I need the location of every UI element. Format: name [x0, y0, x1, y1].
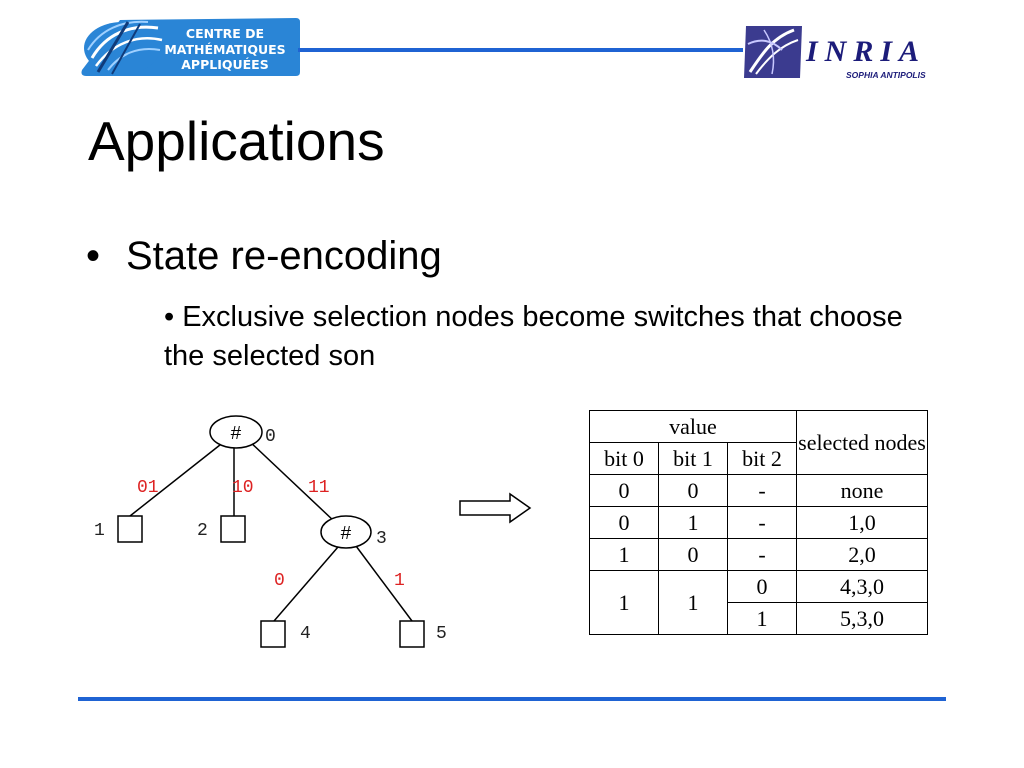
table-cell: 1	[728, 603, 797, 635]
table-row	[590, 475, 928, 507]
table-cell: 1,0	[797, 507, 928, 539]
table-row	[590, 571, 928, 603]
value-header: value	[590, 411, 797, 443]
leaf-node-5	[400, 621, 424, 647]
table-cell: -	[728, 539, 797, 571]
inria-subtitle: SOPHIA ANTIPOLIS	[846, 70, 926, 80]
bit-header: bit 1	[659, 443, 728, 475]
sub-bullet-text: • Exclusive selection nodes become switches that choose the selected son	[164, 301, 903, 372]
table-cell: 0	[590, 475, 659, 507]
edge-label-root-inner: 11	[308, 478, 330, 498]
root-node-symbol: #	[230, 423, 242, 445]
leaf-node-2	[221, 516, 245, 542]
edge-label-root-leaf2: 10	[232, 478, 254, 498]
table-cell: 1	[659, 571, 728, 635]
header-divider	[298, 48, 743, 52]
table-cell: 1	[590, 571, 659, 635]
cma-logo-line: CENTRE DE	[185, 26, 265, 41]
inria-name: INRIA	[806, 35, 927, 68]
table-cell: -	[728, 475, 797, 507]
leaf-node-5-number: 5	[436, 624, 447, 644]
inner-node-symbol: #	[340, 523, 352, 545]
table-cell: 1	[590, 539, 659, 571]
table-row	[590, 539, 928, 571]
leaf-node-2-number: 2	[197, 521, 208, 541]
inria-emblem-icon	[742, 24, 804, 80]
leaf-node-4	[261, 621, 285, 647]
leaf-node-1	[118, 516, 142, 542]
table-cell: 1	[659, 507, 728, 539]
root-node-number: 0	[265, 427, 276, 447]
bit-header: bit 2	[728, 443, 797, 475]
cma-logo-line: MATHÉMATIQUES	[164, 41, 286, 57]
bullet-text: State re-encoding	[126, 234, 442, 278]
footer-divider	[78, 697, 946, 701]
edge-label-root-leaf1: 01	[137, 478, 159, 498]
table-cell: none	[797, 475, 928, 507]
cma-logo-text	[150, 26, 300, 73]
table-cell: 0	[659, 475, 728, 507]
inner-node-number: 3	[376, 529, 387, 549]
table-cell: 2,0	[797, 539, 928, 571]
bullet-dot: •	[86, 234, 101, 278]
cma-logo-line: APPLIQUÉES	[181, 57, 269, 72]
edge-label-inner-leaf4: 0	[274, 571, 285, 591]
table-header-row	[590, 411, 928, 443]
selection-tree-diagram	[80, 408, 480, 658]
table-cell: 4,3,0	[797, 571, 928, 603]
bullet-state-reencoding	[86, 232, 442, 280]
table-cell: 0	[659, 539, 728, 571]
slide-title: Applications	[88, 110, 385, 172]
bit-header: bit 0	[590, 443, 659, 475]
table-cell: 0	[728, 571, 797, 603]
table-cell: 0	[590, 507, 659, 539]
leaf-node-1-number: 1	[94, 521, 105, 541]
table-row	[590, 507, 928, 539]
table-cell: 5,3,0	[797, 603, 928, 635]
selected-nodes-header: selected nodes	[797, 411, 928, 475]
table-cell: -	[728, 507, 797, 539]
state-encoding-table	[589, 410, 928, 635]
leaf-node-4-number: 4	[300, 624, 311, 644]
right-arrow-icon	[458, 492, 532, 524]
edge-label-inner-leaf5: 1	[394, 571, 405, 591]
